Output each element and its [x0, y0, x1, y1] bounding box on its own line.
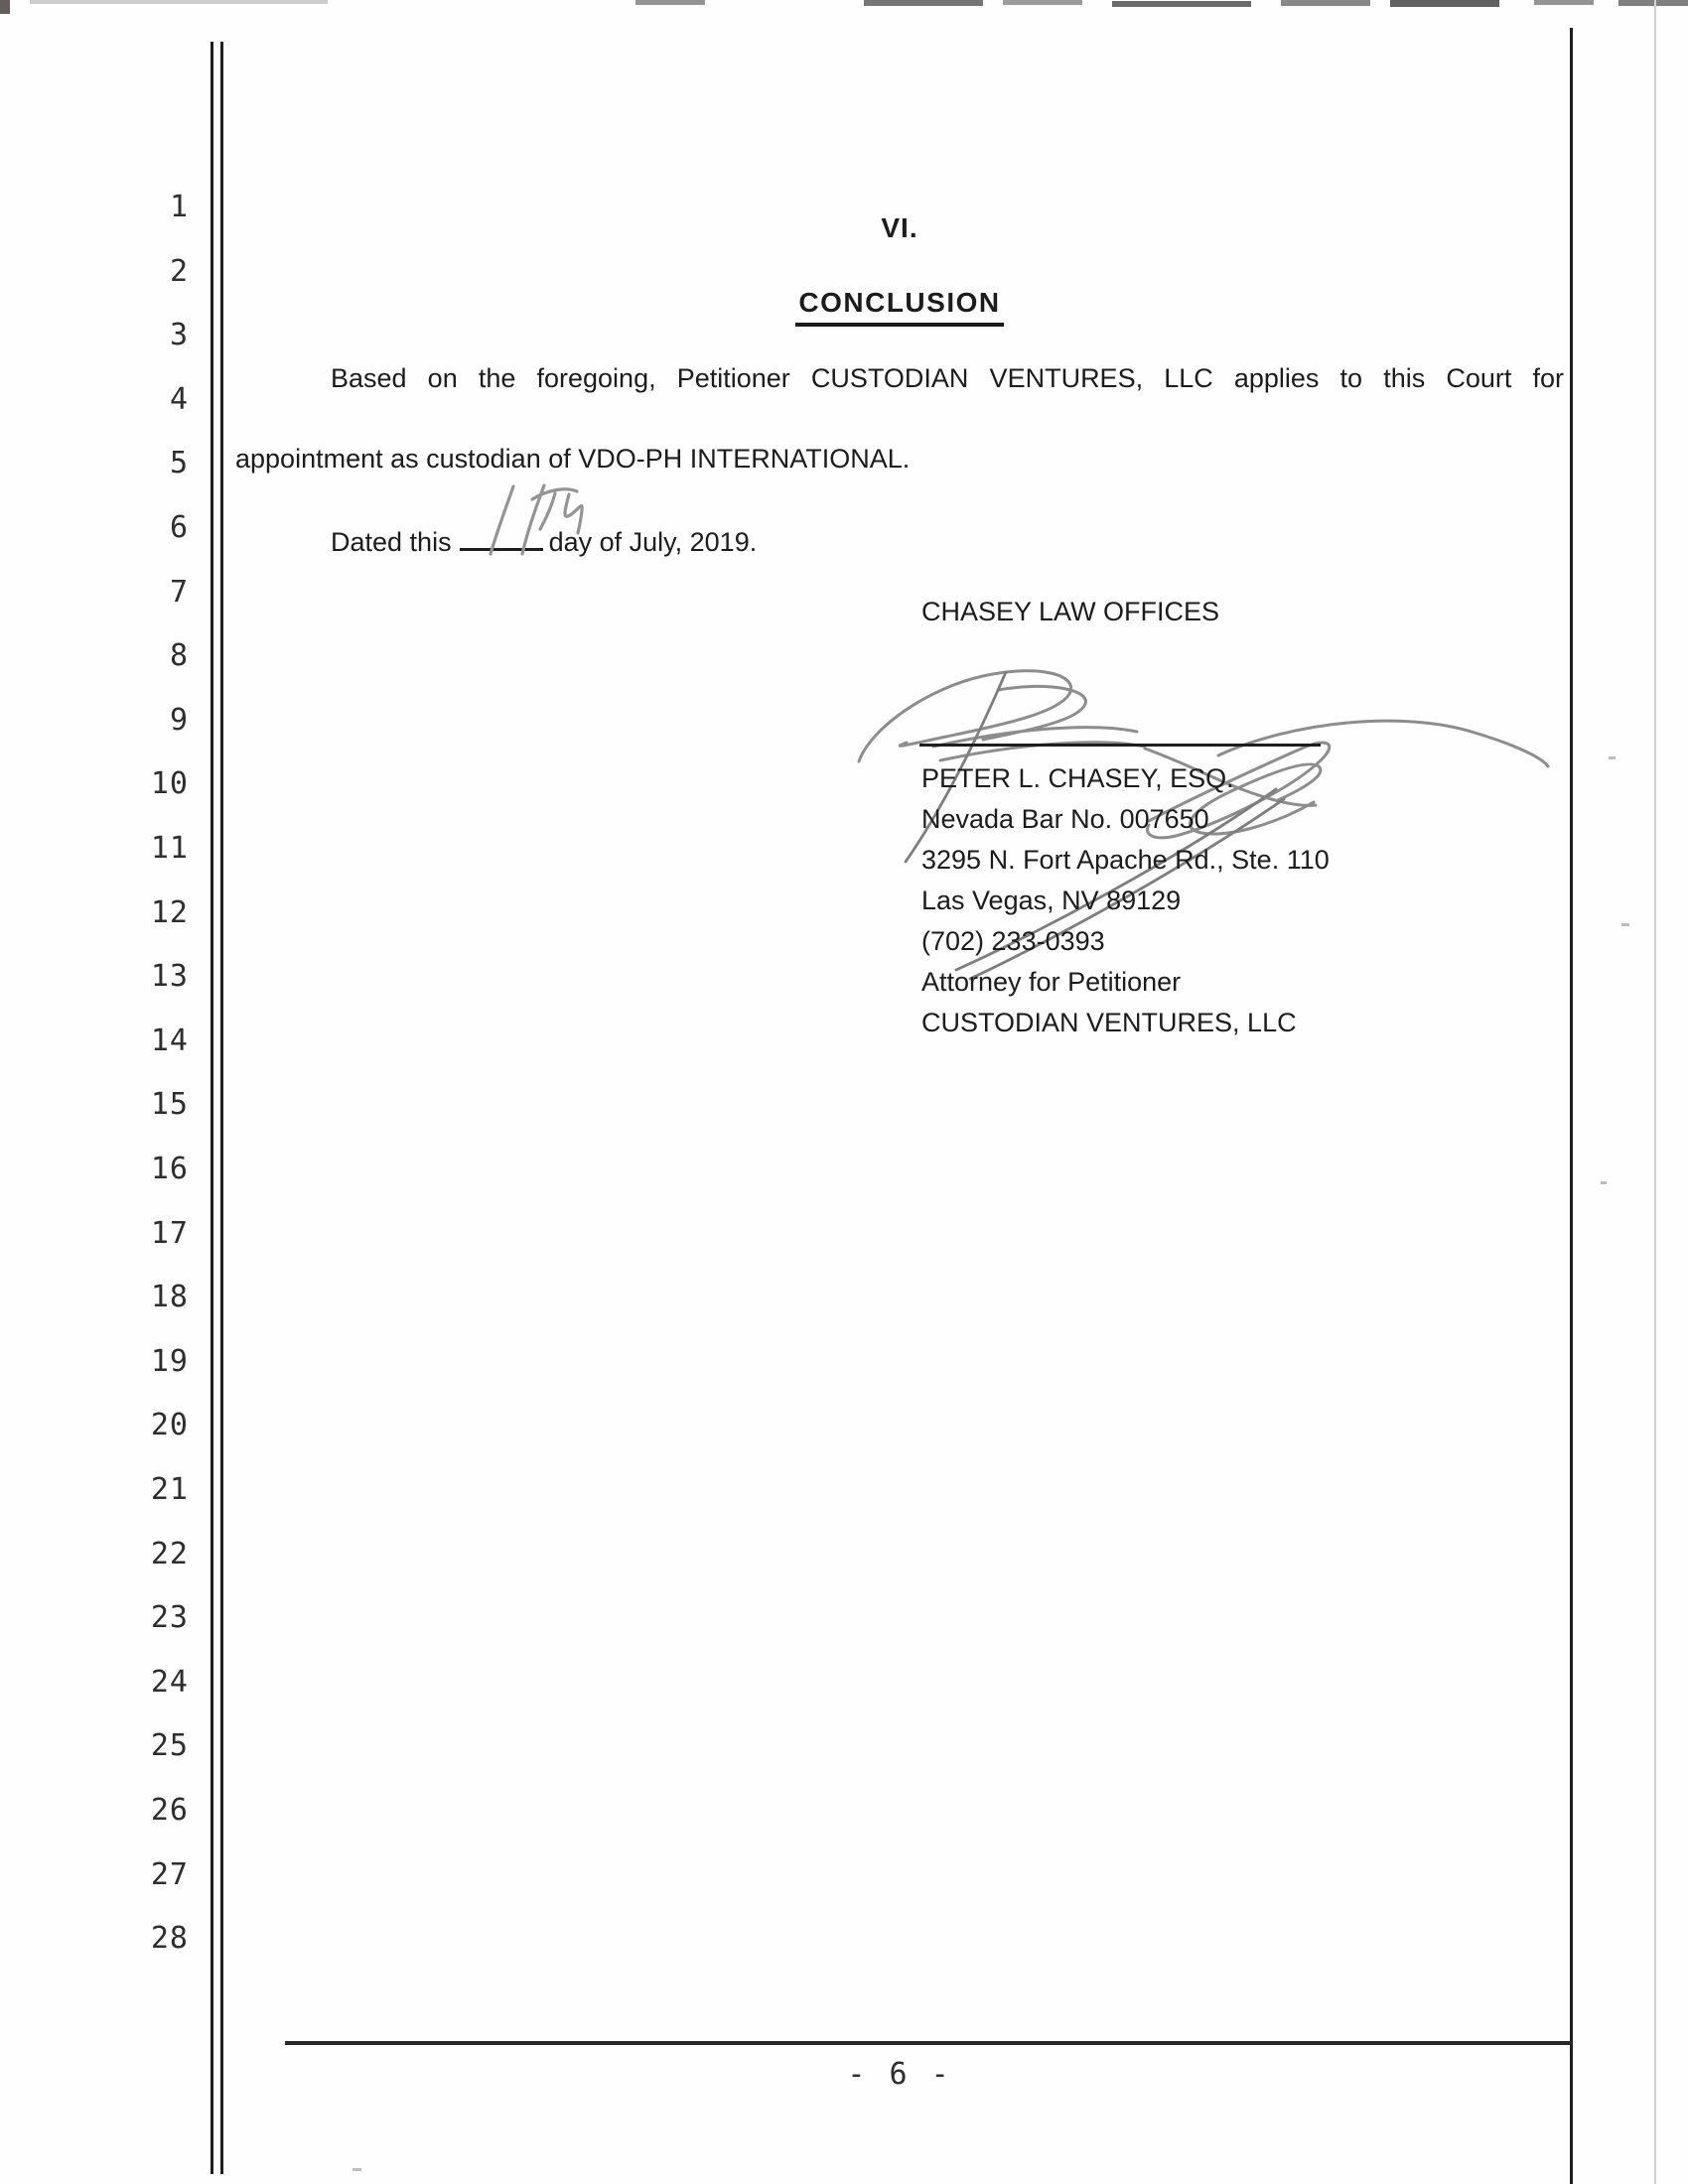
attorney-signature-block: [921, 758, 1330, 1043]
line-number-24: 24: [150, 1664, 189, 1700]
scan-artifact-top: [864, 0, 983, 6]
dated-prefix: Dated this: [331, 527, 452, 557]
right-margin-rule: [1570, 28, 1573, 2184]
attorney-role-line2: CUSTODIAN VENTURES, LLC: [921, 1008, 1297, 1037]
line-number-18: 18: [150, 1280, 189, 1315]
body-paragraph-line2: appointment as custodian of VDO-PH INTERNATIONAL.: [235, 444, 911, 474]
body-paragraph-line1: Based on the foregoing, Petitioner CUSTODIAN VENTURES, LLC applies to this Court for: [331, 363, 1564, 393]
left-margin-double-rule-inner: [220, 42, 223, 2174]
line-number-11: 11: [150, 831, 189, 866]
line-number-13: 13: [150, 959, 189, 995]
line-number-23: 23: [150, 1600, 189, 1636]
line-number-1: 1: [169, 190, 189, 224]
line-number-14: 14: [150, 1023, 189, 1058]
page-number: - 6 -: [847, 2057, 952, 2092]
line-number-3: 3: [169, 318, 189, 353]
line-number-12: 12: [150, 894, 189, 930]
line-number-16: 16: [150, 1152, 189, 1186]
scan-speck: [352, 2168, 361, 2171]
line-number-5: 5: [169, 446, 189, 481]
attorney-address-line1: 3295 N. Fort Apache Rd., Ste. 110: [921, 845, 1330, 875]
line-number-17: 17: [150, 1215, 189, 1251]
line-number-22: 22: [150, 1536, 189, 1571]
scan-artifact-top: [635, 0, 705, 5]
line-number-6: 6: [169, 510, 189, 545]
line-number-21: 21: [150, 1472, 189, 1507]
line-number-27: 27: [150, 1856, 189, 1892]
scan-speck: [1621, 923, 1629, 926]
left-margin-double-rule-outer: [211, 42, 213, 2174]
line-number-25: 25: [150, 1728, 189, 1764]
line-number-9: 9: [169, 702, 189, 738]
footer-rule: [285, 2041, 1573, 2045]
scan-artifact-top: [30, 0, 328, 4]
line-number-8: 8: [169, 638, 189, 674]
line-number-20: 20: [150, 1408, 189, 1443]
scan-artifact-top: [1534, 0, 1594, 5]
line-number-19: 19: [150, 1343, 189, 1379]
line-number-7: 7: [169, 574, 189, 610]
scan-speck: [1609, 756, 1616, 759]
attorney-bar-number: Nevada Bar No. 007650: [921, 804, 1209, 834]
section-number-heading: VI.: [881, 212, 918, 243]
firm-name: CHASEY LAW OFFICES: [921, 597, 1220, 626]
section-title-heading: CONCLUSION: [795, 287, 1003, 327]
section-title-row: [235, 287, 1564, 327]
attorney-address-line2: Las Vegas, NV 89129: [921, 886, 1182, 915]
scan-artifact-top: [1281, 0, 1370, 6]
scan-speck: [1601, 1181, 1607, 1184]
dated-suffix: day of July, 2019.: [548, 527, 758, 557]
line-number-26: 26: [150, 1793, 189, 1828]
scan-artifact-top: [1390, 0, 1499, 7]
line-number-15: 15: [150, 1087, 189, 1123]
scan-artifact-top: [1003, 0, 1082, 5]
scan-artifact-top: [1112, 1, 1251, 7]
handwritten-day-11th: [480, 482, 595, 562]
signature-rule: [919, 744, 1321, 747]
attorney-name: PETER L. CHASEY, ESQ.: [921, 763, 1234, 793]
line-number-4: 4: [169, 381, 189, 417]
paper-edge-line: [1654, 0, 1656, 2184]
scan-artifact-top: [1618, 0, 1688, 6]
line-number-2: 2: [169, 253, 189, 289]
line-number-28: 28: [150, 1921, 189, 1957]
scan-artifact-corner: [0, 0, 10, 14]
line-number-10: 10: [150, 766, 189, 802]
attorney-phone: (702) 233-0393: [921, 926, 1105, 956]
attorney-role-line1: Attorney for Petitioner: [921, 967, 1182, 997]
